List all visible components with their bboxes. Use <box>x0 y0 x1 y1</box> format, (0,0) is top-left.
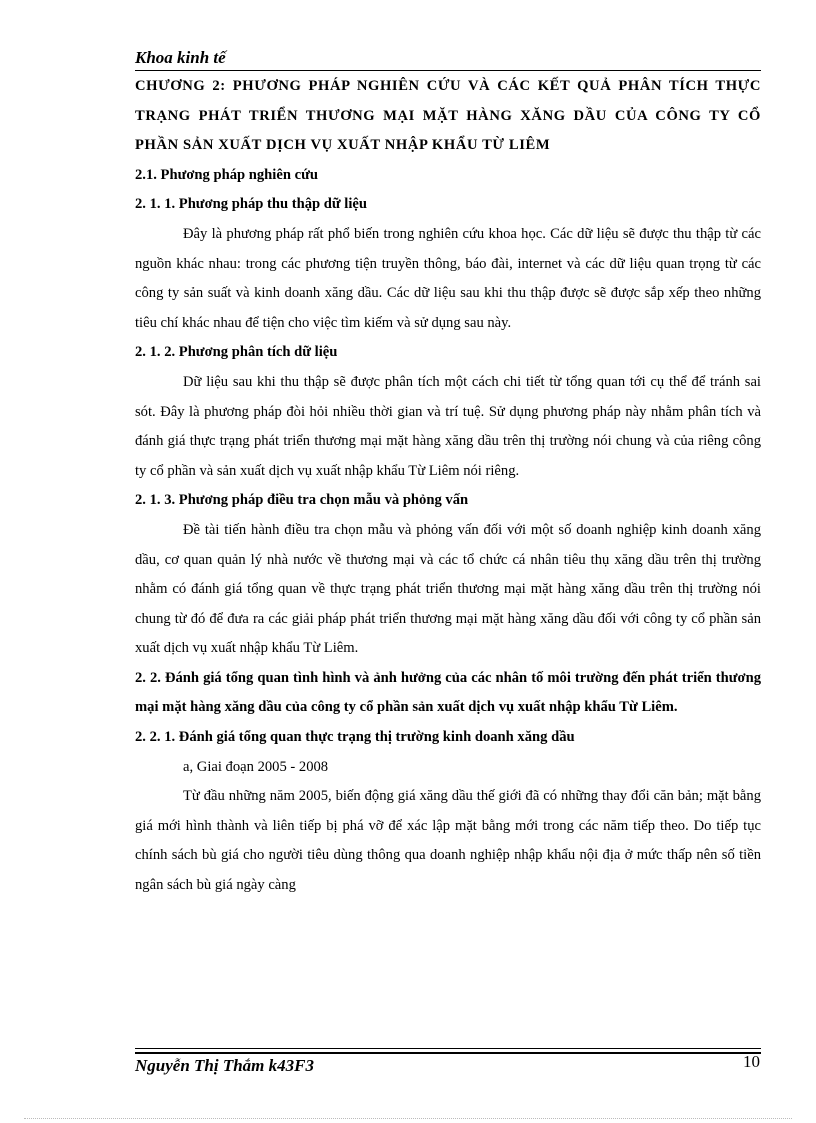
section-heading-2-1: 2.1. Phương pháp nghiên cứu <box>135 166 318 183</box>
section-heading-2-1-1: 2. 1. 1. Phương pháp thu thập dữ liệu <box>135 196 368 213</box>
page-content <box>135 72 761 901</box>
chapter-title: CHƯƠNG 2: PHƯƠNG PHÁP NGHIÊN CỨU VÀ CÁC KẾT QUẢ PHÂN TÍCH THỰC TRẠNG PHÁT TRIỂN THƯƠNG MẠI MẶT HÀNG XĂNG DẦU CỦA CÔNG TY CỔ PHẦN SẢN XUẤT DỊCH VỤ XUẤT NHẬP KHẨU TỪ LIÊM <box>135 78 761 154</box>
subsection-label-a: a, Giai đoạn 2005 - 2008 <box>183 758 329 775</box>
page-bottom-dotted-border <box>24 1118 792 1119</box>
paragraph-2-1-2: Dữ liệu sau khi thu thập sẽ được phân tích một cách chi tiết từ tổng quan tới cụ thể để tránh sai sót. Đây là phương pháp đòi hỏi nhiều thời gian và trí tuệ. Sử dụng phương pháp này nhằm phân tích và đánh giá thực trạng phát triển thương mại mặt hàng xăng dầu trên thị trường nói chung và của riêng công ty cổ phần và sản xuất dịch vụ xuất nhập khẩu Từ Liêm nói riêng. <box>135 373 761 479</box>
header-rule <box>135 70 761 71</box>
section-heading-2-2-1: 2. 2. 1. Đánh giá tổng quan thực trạng thị trường kinh doanh xăng dầu <box>135 729 575 746</box>
footer-author: Nguyễn Thị Thắm k43F3 <box>135 1056 314 1075</box>
footer-rule-thin <box>135 1048 761 1049</box>
section-heading-2-1-3: 2. 1. 3. Phương pháp điều tra chọn mẫu và phỏng vấn <box>135 492 469 509</box>
page-number: 10 <box>743 1052 760 1071</box>
section-heading-2-2: 2. 2. Đánh giá tổng quan tình hình và ảnh hưởng của các nhân tố môi trường đến phát triển thương mại mặt hàng xăng dầu của công ty cổ phần sản xuất dịch vụ xuất nhập khẩu Từ Liêm. <box>135 669 761 716</box>
paragraph-2-1-3: Đề tài tiến hành điều tra chọn mẫu và phỏng vấn đối với một số doanh nghiệp kinh doanh xăng dầu, cơ quan quản lý nhà nước về thương mại và các tổ chức cá nhân tiêu thụ xăng dầu trên thị trường nhằm có đánh giá tổng quan về thực trạng phát triển thương mại mặt hàng xăng dầu trên thị trường nói chung từ đó để đưa ra các giải pháp phát triển thương mại mặt hàng xăng dầu đối với công ty cổ phần sản xuất dịch vụ xuất nhập khẩu Từ Liêm. <box>135 521 761 657</box>
section-heading-2-1-2: 2. 1. 2. Phương phân tích dữ liệu <box>135 344 338 361</box>
header-faculty-title: Khoa kinh tế <box>135 48 226 67</box>
footer-rule-thick <box>135 1052 761 1054</box>
paragraph-a: Từ đầu những năm 2005, biến động giá xăng dầu thế giới đã có những thay đổi căn bản; mặt bằng giá mới hình thành và liên tiếp bị phá vỡ để xác lập mặt bằng mới trong các năm tiếp theo. Do tiếp tục chính sách bù giá cho người tiêu dùng thông qua doanh nghiệp nhập khẩu nội địa ở mức thấp nên số tiền ngân sách bù giá ngày càng <box>135 788 761 894</box>
paragraph-2-1-1: Đây là phương pháp rất phổ biến trong nghiên cứu khoa học. Các dữ liệu sẽ được thu thập từ các nguồn khác nhau: trong các phương tiện truyền thông, báo đài, internet và các dữ liệu quan trọng từ các công ty sản suất và kinh doanh xăng dầu. Các dữ liệu sau khi thu thập được sẽ được sắp xếp theo những tiêu chí khác nhau để tiện cho việc tìm kiếm và sử dụng sau này. <box>135 225 761 331</box>
